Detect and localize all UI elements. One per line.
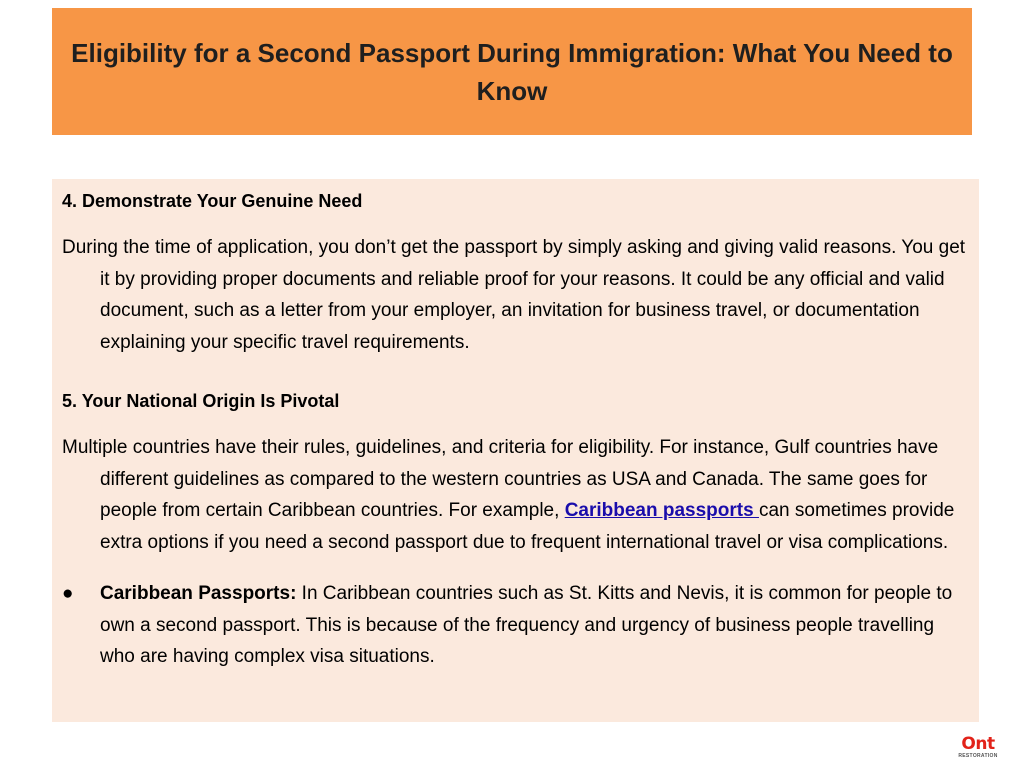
bullet-body: In Caribbean countries such as St. Kitts and Nevis, it is common for people to own a second passport. This is because of the frequency and urgency of business people travelling who are having complex visa situations. <box>100 583 953 667</box>
section-5-body-end: can sometimes provide extra options if you need a second passport due to frequent international travel or visa complications. <box>100 500 955 553</box>
section-5-body <box>62 432 969 558</box>
brand-logo <box>958 735 998 761</box>
content-panel <box>52 179 979 722</box>
caribbean-passports-link[interactable]: Caribbean passports <box>564 500 759 521</box>
section-5-heading: 5. Your National Origin Is Pivotal <box>62 391 340 411</box>
section-5-body-start: Multiple countries have their rules, guidelines, and criteria for eligibility. For instance, Gulf countries have different guidelines as compared to the western countries as USA and Canada. The same goes for people from certain Caribbean countries. For example, <box>62 437 939 521</box>
bullet-text <box>100 578 969 673</box>
section-4-body: During the time of application, you don’t get the passport by simply asking and giving valid reasons. You get it by providing proper documents and reliable proof for your reasons. It could be any official and valid document, such as a letter from your employer, an invitation for business travel, or documentation explaining your specific travel requirements. <box>62 237 966 353</box>
logo-mark: Ont <box>961 734 995 754</box>
page-title: Eligibility for a Second Passport During Immigration: What You Need to Know <box>71 37 953 106</box>
list-item <box>62 578 969 673</box>
bullet-label: Caribbean Passports: <box>100 583 297 604</box>
bullet-icon: ● <box>62 583 74 604</box>
section-4-heading: 4. Demonstrate Your Genuine Need <box>62 191 363 211</box>
logo-subtitle: RESTORATION <box>958 753 998 759</box>
title-banner <box>52 8 972 135</box>
